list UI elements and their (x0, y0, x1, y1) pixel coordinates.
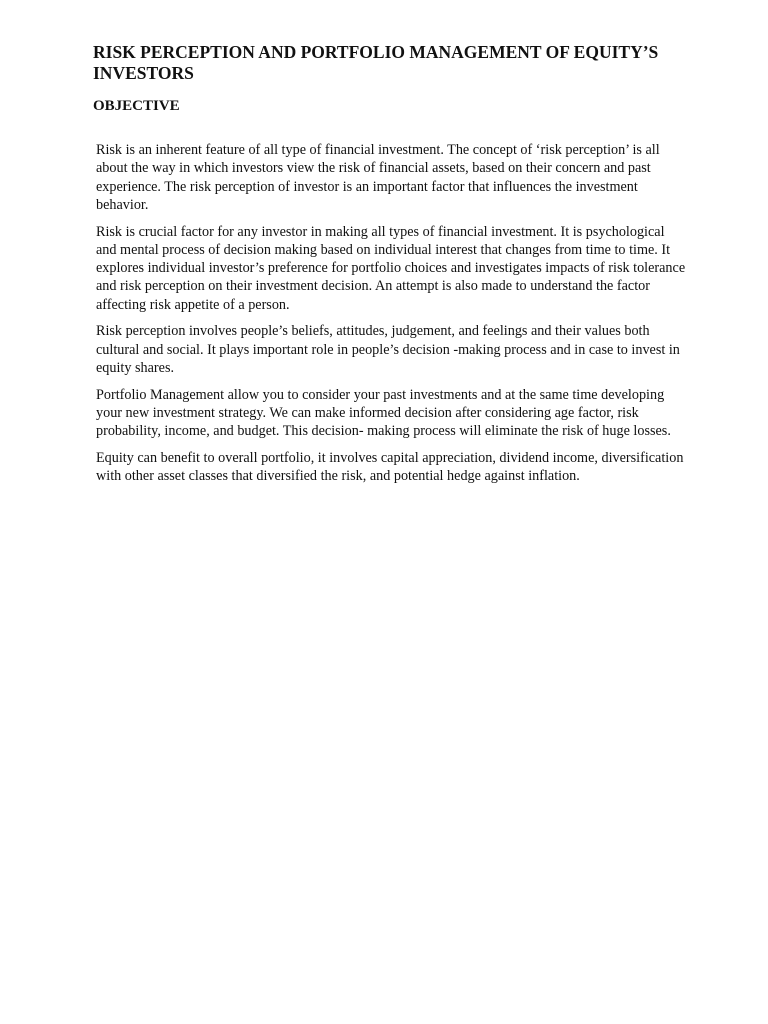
paragraph-3: Risk perception involves people’s beliefs, attitudes, judgement, and feelings and their values both cultural and social. It plays important role in people’s decision -making process and in case to invest in equity shares. (96, 323, 680, 376)
paragraph-4: Portfolio Management allow you to consider your past investments and at the same time developing your new investment strategy. We can make informed decision after considering age factor, risk probability, income, and budget. This decision- making process will eliminate the risk of huge losses. (96, 386, 671, 439)
document-body (96, 141, 686, 494)
paragraph-1: Risk is an inherent feature of all type of financial investment. The concept of ‘risk perception’ is all about the way in which investors view the risk of financial assets, based on their concern and past experience. The risk perception of investor is an important factor that influences the investment behavior. (96, 142, 660, 213)
document-title: RISK PERCEPTION AND PORTFOLIO MANAGEMENT OF EQUITY’S INVESTORS (93, 42, 659, 83)
paragraph-2: Risk is crucial factor for any investor in making all types of financial investment. It is psychological and mental process of decision making based on individual interest that changes from time to time. It explores individual investor’s preference for portfolio choices and investigates impacts of risk tolerance and risk perception on their investment decision. An attempt is also made to understand the factor affecting risk appetite of a person. (96, 223, 686, 313)
paragraph-5: Equity can benefit to overall portfolio, it involves capital appreciation, dividend income, diversification with other asset classes that diversified the risk, and potential hedge against inflation. (96, 449, 684, 484)
section-heading-objective: OBJECTIVE (93, 98, 180, 114)
